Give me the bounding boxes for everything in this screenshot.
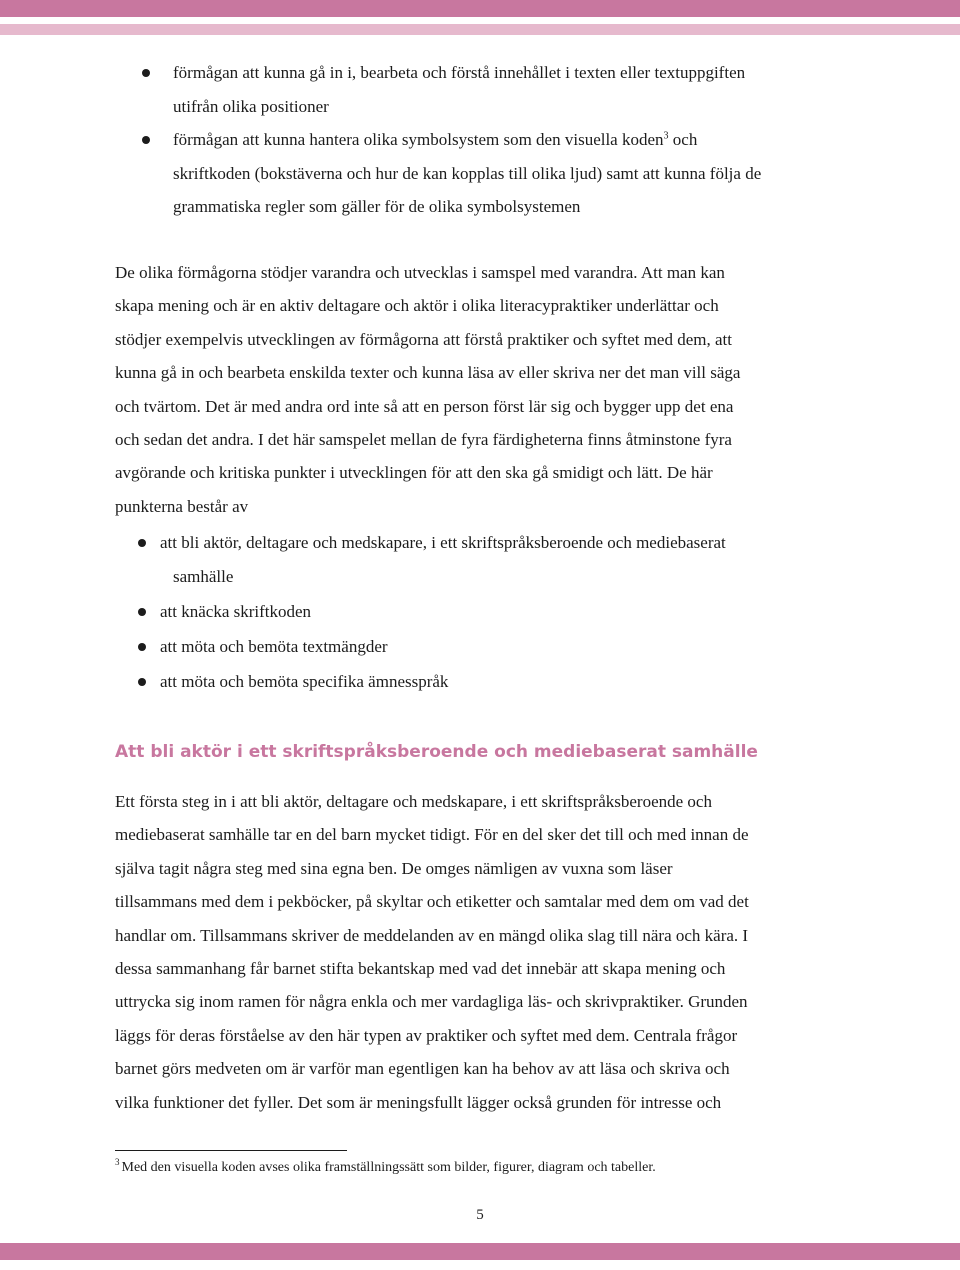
bullet-icon — [138, 678, 146, 686]
paragraph-line: stödjer exempelvis utvecklingen av förmågorna att förstå praktiker och syftet med dem, att — [115, 329, 732, 349]
paragraph-line: punkterna består av — [115, 496, 249, 516]
critical-points-list — [115, 526, 845, 700]
ability-list — [115, 56, 845, 224]
paragraph-line: och sedan det andra. I det här samspelet mellan de fyra färdigheterna finns åtminstone fyra — [115, 430, 732, 450]
paragraph-line: uttrycka sig inom ramen för några enkla och mer vardagliga läs- och skrivpraktiker. Grunden — [115, 992, 748, 1012]
section-heading: Att bli aktör i ett skriftspråksberoende och mediebaserat samhälle — [115, 742, 758, 762]
list-item-line: förmågan att kunna hantera olika symbolsystem som den visuella koden — [173, 130, 664, 149]
list-item — [115, 56, 845, 123]
footnote-number: 3 — [115, 1157, 120, 1168]
list-item-text: att knäcka skriftkoden — [160, 601, 312, 621]
list-item — [115, 123, 845, 224]
list-item — [115, 526, 845, 593]
footer-band — [0, 1243, 960, 1260]
bullet-icon — [142, 69, 150, 77]
footnote-divider — [115, 1150, 347, 1151]
paragraph-line: Ett första steg in i att bli aktör, deltagare och medskapare, i ett skriftspråksberoende och — [115, 792, 712, 811]
paragraph-line: barnet görs medveten om är varför man egentligen kan ha behov av att läsa och skriva och — [115, 1059, 730, 1079]
paragraph-line: skapa mening och är en aktiv deltagare och aktör i olika literacypraktiker underlättar och — [115, 296, 719, 316]
list-item-line: skriftkoden (bokstäverna och hur de kan kopplas till olika ljud) samt att kunna följa de — [173, 163, 762, 183]
list-item-line: grammatiska regler som gäller för de olika symbolsystemen — [173, 197, 581, 216]
footnote-ref: 3 — [663, 130, 669, 142]
bullet-icon — [142, 136, 150, 144]
paragraph-line: kunna gå in och bearbeta enskilda texter och kunna läsa av eller skriva ner det man vill säga — [115, 363, 741, 383]
bullet-icon — [138, 643, 146, 651]
list-item-line: utifrån olika positioner — [173, 96, 329, 116]
paragraph-line: tillsammans med dem i pekböcker, på skyltar och etiketter och samtalar med dem om vad det — [115, 892, 749, 912]
list-item — [115, 630, 845, 664]
paragraph-line: avgörande och kritiska punkter i utvecklingen för att den ska gå smidigt och lätt. De här — [115, 463, 713, 483]
list-item-line: förmågan att kunna gå in i, bearbeta och förstå innehållet i texten eller textuppgiften — [173, 63, 746, 82]
header-band — [0, 0, 960, 17]
header-band-light — [0, 24, 960, 35]
paragraph-line: själva tagit några steg med sina egna ben. De omges nämligen av vuxna som läser — [115, 858, 673, 878]
paragraph-1 — [115, 256, 845, 523]
list-item-line-tail: och — [668, 130, 698, 149]
list-item-text: att möta och bemöta textmängder — [160, 636, 388, 656]
list-item-continuation: samhälle — [173, 566, 234, 586]
list-item-text: att bli aktör, deltagare och medskapare, i ett skriftspråksberoende och mediebaserat — [160, 533, 726, 552]
list-item-text: att möta och bemöta specifika ämnesspråk — [160, 671, 449, 691]
paragraph-line: vilka funktioner det fyller. Det som är meningsfullt lägger också grunden för intresse och — [115, 1092, 722, 1112]
list-item — [115, 665, 845, 699]
paragraph-line: och tvärtom. Det är med andra ord inte så att en person först lär sig och bygger upp det ena — [115, 396, 734, 416]
footnote-text: Med den visuella koden avses olika framställningssätt som bilder, figurer, diagram och tabeller. — [121, 1160, 656, 1175]
paragraph-line: läggs för deras förståelse av den här typen av praktiker och syftet med dem. Centrala frågor — [115, 1025, 738, 1045]
paragraph-2 — [115, 785, 845, 1119]
footnote — [115, 1157, 656, 1176]
bullet-icon — [138, 539, 146, 547]
paragraph-line: handlar om. Tillsammans skriver de meddelanden av en mängd olika slag till nära och kära. I — [115, 925, 749, 945]
bullet-icon — [138, 608, 146, 616]
paragraph-line: dessa sammanhang får barnet stifta bekantskap med vad det innebär att skapa mening och — [115, 959, 726, 979]
list-item — [115, 595, 845, 629]
paragraph-line: De olika förmågorna stödjer varandra och utvecklas i samspel med varandra. Att man kan — [115, 263, 725, 282]
paragraph-line: mediebaserat samhälle tar en del barn mycket tidigt. För en del sker det till och med innan de — [115, 825, 749, 845]
page-number: 5 — [476, 1207, 484, 1223]
